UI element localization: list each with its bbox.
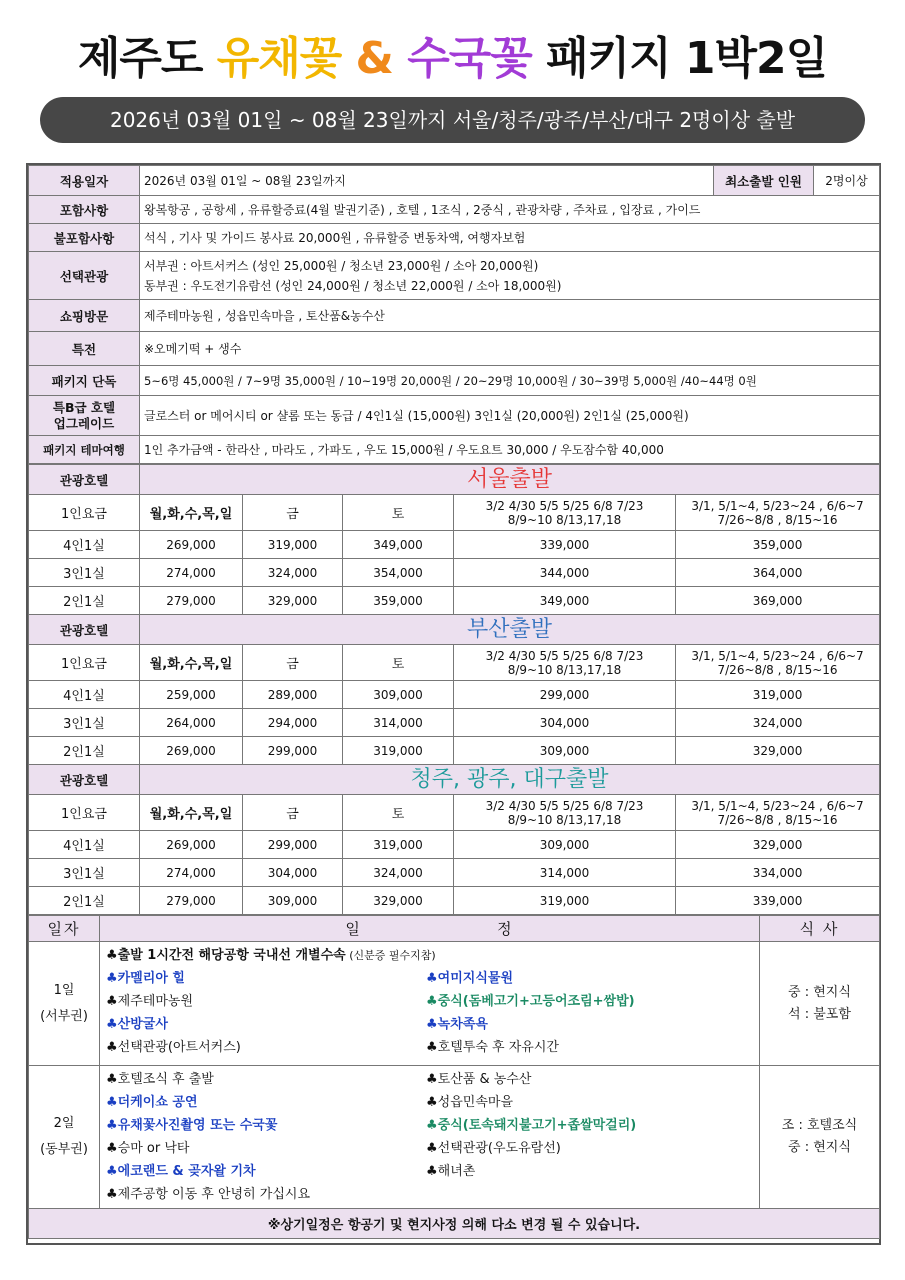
title-destination: 제주도 [77,33,217,84]
info-row-include [29,196,880,224]
info-row-theme [29,436,880,464]
info-table [28,165,880,464]
departure-city-title: 청주, 광주, 대구출발 [140,765,880,795]
info-row-shopping [29,300,880,332]
col-weekday: 월,화,수,목,일 [140,645,243,681]
pricing-table [28,464,880,915]
date-range-2-line2: 7/26~8/8 , 8/15~16 [717,662,838,677]
price-saturday: 359,000 [343,587,454,615]
page-title [0,22,905,86]
price-weekday: 264,000 [140,709,243,737]
day2-item: ♣해녀촌 [426,1164,476,1179]
price-friday: 309,000 [243,887,343,915]
single-label: 패키지 단독 [29,366,140,396]
include-value: 왕복항공 , 공항세 , 유류할증료(4월 발권기준) , 호텔 , 1조식 , 2중식 , 관광차량 , 주차료 , 입장료 , 가이드 [140,196,880,224]
schedule-footer-row [29,1209,880,1239]
package-sheet [26,163,881,1245]
title-ampersand: & [341,33,408,84]
price-range-2: 329,000 [676,737,880,765]
info-row-optional [29,252,880,300]
price-range-1: 344,000 [454,559,676,587]
pricing-section-title-row [29,765,880,795]
price-saturday: 349,000 [343,531,454,559]
info-row-upgrade [29,396,880,436]
per-person-label: 1인요금 [29,795,140,831]
departure-city-title: 부산출발 [140,615,880,645]
day1-item: ♣녹차족욕 [426,1017,488,1032]
optional-east: 동부권 : 우도전기유람선 (성인 24,000원 / 청소년 22,000원 / 소아 18,000원) [144,278,562,293]
col-weekday: 월,화,수,목,일 [140,795,243,831]
price-range-2: 369,000 [676,587,880,615]
exclude-value: 석식 , 기사 및 가이드 봉사료 20,000원 , 유류할증 변동차액, 여행자보험 [140,224,880,252]
date-range-2-line2: 7/26~8/8 , 8/15~16 [717,512,838,527]
col-friday: 금 [243,795,343,831]
price-range-2: 359,000 [676,531,880,559]
price-range-2: 324,000 [676,709,880,737]
period-banner: 2026년 03월 01일 ~ 08월 23일까지 서울/청주/광주/부산/대구 2명이상 출발 [40,97,865,143]
price-friday: 304,000 [243,859,343,887]
price-row [29,681,880,709]
price-range-1: 319,000 [454,887,676,915]
price-row [29,531,880,559]
col-date-range-2 [676,645,880,681]
info-row-exclude [29,224,880,252]
price-friday: 299,000 [243,831,343,859]
schedule-footer-note: ※상기일정은 항공기 및 현지사정 의해 다소 변경 될 수 있습니다. [29,1209,880,1239]
price-saturday: 314,000 [343,709,454,737]
day2-meal-lunch: 중 : 현지식 [788,1140,851,1155]
schedule-meal-header: 식 사 [760,916,880,942]
room-type: 3인1실 [29,859,140,887]
period-value: 2026년 03월 01일 ~ 08월 23일까지 [140,166,714,196]
day2-item: ♣호텔조식 후 출발 [106,1072,214,1087]
day1-item: ♣호텔투숙 후 자유시간 [426,1040,559,1055]
room-type: 2인1실 [29,587,140,615]
date-range-2-line1: 3/1, 5/1~4, 5/23~24 , 6/6~7 [691,798,864,813]
day1-item: ♣여미지식물원 [426,971,514,986]
day2-item: ♣선택관광(우도유람선) [426,1141,561,1156]
col-date-range-1 [454,645,676,681]
room-type: 4인1실 [29,681,140,709]
include-label: 포함사항 [29,196,140,224]
price-friday: 319,000 [243,531,343,559]
single-value: 5~6명 45,000원 / 7~9명 35,000원 / 10~19명 20,000원 / 20~29명 10,000원 / 30~39명 5,000원 /40~44명 0원 [140,366,880,396]
price-range-1: 304,000 [454,709,676,737]
theme-label: 패키지 테마여행 [29,436,140,464]
theme-value: 1인 추가금액 - 한라산 , 마라도 , 가파도 , 우도 15,000원 / 우도요트 30,000 / 우도잠수함 40,000 [140,436,880,464]
pricing-header-row [29,645,880,681]
day2-item: ♣유채꽃사진촬영 또는 수국꽃 [106,1118,278,1133]
date-range-2-line2: 7/26~8/8 , 8/15~16 [717,812,838,827]
price-row [29,709,880,737]
day2-meal-breakfast: 조 : 호텔조식 [781,1118,858,1133]
upgrade-label-line1: 특B급 호텔 [52,399,116,415]
day1-item: ♣카멜리아 힐 [106,971,185,986]
pricing-section-title-row [29,465,880,495]
info-row-single [29,366,880,396]
date-range-1-line1: 3/2 4/30 5/5 5/25 6/8 7/23 [485,648,644,663]
day2-item: ♣토산품 & 농수산 [426,1072,532,1087]
col-saturday: 토 [343,645,454,681]
price-range-2: 319,000 [676,681,880,709]
day2-item: ♣더케이쇼 공연 [106,1095,198,1110]
date-range-1-line1: 3/2 4/30 5/5 5/25 6/8 7/23 [485,498,644,513]
day2-last-line: ♣제주공항 이동 후 안녕히 가십시요 [106,1187,310,1202]
per-person-label: 1인요금 [29,645,140,681]
pricing-header-row [29,795,880,831]
room-type: 2인1실 [29,737,140,765]
price-weekday: 269,000 [140,831,243,859]
price-row [29,559,880,587]
info-row-period [29,166,880,196]
col-friday: 금 [243,495,343,531]
col-date-range-2 [676,795,880,831]
price-friday: 294,000 [243,709,343,737]
day1-area: (서부권) [40,1008,88,1024]
price-saturday: 309,000 [343,681,454,709]
hotel-label: 관광호텔 [29,465,140,495]
shopping-label: 쇼핑방문 [29,300,140,332]
room-type: 4인1실 [29,831,140,859]
room-type: 3인1실 [29,559,140,587]
exclude-label: 불포함사항 [29,224,140,252]
min-people-label: 최소출발 인원 [714,166,814,196]
info-row-special [29,332,880,366]
price-saturday: 319,000 [343,831,454,859]
hotel-label: 관광호텔 [29,765,140,795]
price-row [29,737,880,765]
price-range-2: 364,000 [676,559,880,587]
day2-item: ♣에코랜드 & 곶자왈 기차 [106,1164,256,1179]
pricing-section-title-row [29,615,880,645]
price-weekday: 269,000 [140,531,243,559]
day2-area: (동부권) [40,1142,88,1157]
special-label: 특전 [29,332,140,366]
optional-label: 선택관광 [29,252,140,300]
date-range-1-line2: 8/9~10 8/13,17,18 [507,812,622,827]
col-saturday: 토 [343,795,454,831]
date-range-1-line2: 8/9~10 8/13,17,18 [507,662,622,677]
hotel-label: 관광호텔 [29,615,140,645]
price-range-1: 314,000 [454,859,676,887]
schedule-table [28,915,880,1239]
price-weekday: 274,000 [140,559,243,587]
title-hydrangea: 수국꽃 [407,33,532,84]
day1-departure-note: (신분증 필수지참) [345,949,436,962]
schedule-day-header: 일자 [29,916,100,942]
period-label: 적용일자 [29,166,140,196]
price-row [29,587,880,615]
col-friday: 금 [243,645,343,681]
day1-meal-lunch: 중 : 현지식 [788,984,851,1000]
price-friday: 329,000 [243,587,343,615]
room-type: 2인1실 [29,887,140,915]
price-row [29,831,880,859]
col-weekday: 월,화,수,목,일 [140,495,243,531]
day1-departure: ♣출발 1시간전 해당공항 국내선 개별수속 [106,948,346,963]
price-range-1: 349,000 [454,587,676,615]
day1-label: 1일 [53,982,75,998]
price-saturday: 324,000 [343,859,454,887]
room-type: 3인1실 [29,709,140,737]
price-weekday: 274,000 [140,859,243,887]
shopping-value: 제주테마농원 , 성읍민속마을 , 토산품&농수산 [140,300,880,332]
price-friday: 289,000 [243,681,343,709]
pricing-header-row [29,495,880,531]
special-value: ※오메기떡 + 생수 [140,332,880,366]
col-saturday: 토 [343,495,454,531]
schedule-itinerary-header: 일 정 [100,916,760,942]
title-canola: 유채꽃 [216,33,342,84]
price-weekday: 259,000 [140,681,243,709]
date-range-1-line2: 8/9~10 8/13,17,18 [507,512,622,527]
title-package: 패키지 1박2일 [531,33,828,84]
date-range-1-line1: 3/2 4/30 5/5 5/25 6/8 7/23 [485,798,644,813]
price-saturday: 319,000 [343,737,454,765]
day2-item: ♣성읍민속마을 [426,1095,514,1110]
min-people-value: 2명이상 [814,166,880,196]
price-friday: 299,000 [243,737,343,765]
price-range-2: 329,000 [676,831,880,859]
day1-item: ♣산방굴사 [106,1017,168,1032]
price-range-1: 309,000 [454,737,676,765]
price-range-1: 309,000 [454,831,676,859]
date-range-2-line1: 3/1, 5/1~4, 5/23~24 , 6/6~7 [691,648,864,663]
day1-item: ♣제주테마농원 [106,994,194,1009]
price-range-2: 334,000 [676,859,880,887]
schedule-day2 [29,1066,880,1209]
price-weekday: 279,000 [140,887,243,915]
price-range-1: 299,000 [454,681,676,709]
date-range-2-line1: 3/1, 5/1~4, 5/23~24 , 6/6~7 [691,498,864,513]
price-saturday: 354,000 [343,559,454,587]
upgrade-label-line2: 업그레이드 [53,415,115,431]
day2-item: ♣승마 or 낙타 [106,1141,190,1156]
col-date-range-1 [454,795,676,831]
day1-item: ♣중식(돔베고기+고등어조림+쌈밥) [426,994,635,1009]
day1-item: ♣선택관광(아트서커스) [106,1040,241,1055]
price-row [29,859,880,887]
price-weekday: 269,000 [140,737,243,765]
schedule-day1 [29,942,880,1066]
price-range-1: 339,000 [454,531,676,559]
col-date-range-2 [676,495,880,531]
per-person-label: 1인요금 [29,495,140,531]
departure-city-title: 서울출발 [140,465,880,495]
upgrade-value: 글로스터 or 메어시티 or 샬롬 또는 동급 / 4인1실 (15,000원) 3인1실 (20,000원) 2인1실 (25,000원) [140,396,880,436]
col-date-range-1 [454,495,676,531]
price-weekday: 279,000 [140,587,243,615]
schedule-header [29,916,880,942]
day2-item: ♣중식(토속돼지불고기+좁쌀막걸리) [426,1118,637,1133]
room-type: 4인1실 [29,531,140,559]
price-friday: 324,000 [243,559,343,587]
price-row [29,887,880,915]
price-range-2: 339,000 [676,887,880,915]
price-saturday: 329,000 [343,887,454,915]
optional-west: 서부권 : 아트서커스 (성인 25,000원 / 청소년 23,000원 / 소아 20,000원) [144,258,539,273]
day2-label: 2일 [53,1116,75,1131]
day1-meal-dinner: 석 : 불포함 [788,1006,851,1022]
